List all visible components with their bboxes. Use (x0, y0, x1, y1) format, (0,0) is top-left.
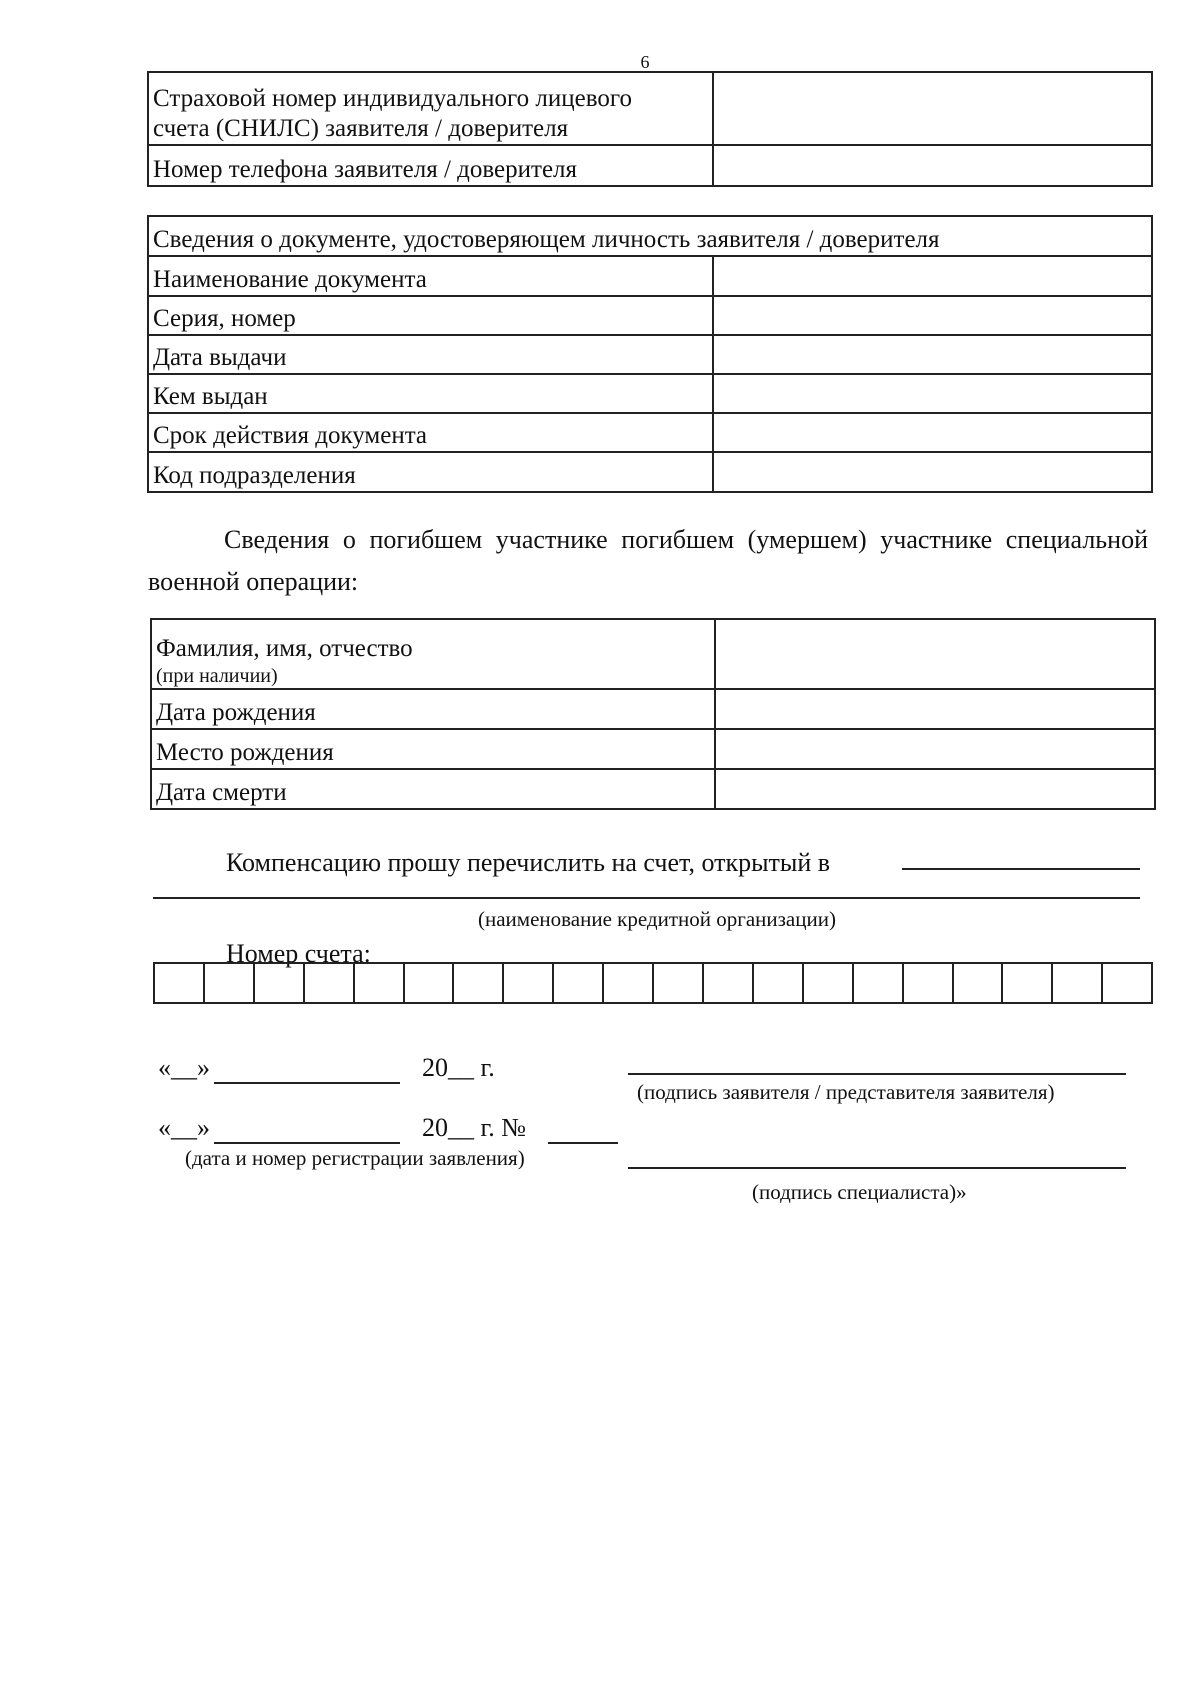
account-number-label: Номер счета: (226, 939, 371, 968)
account-digit-cell[interactable] (1103, 964, 1151, 1002)
applicant-signature-line[interactable] (628, 1073, 1126, 1075)
series-number-field[interactable] (713, 296, 1152, 335)
snils-label-line2: счета (СНИЛС) заявителя / доверителя (153, 115, 569, 142)
account-digit-cell[interactable] (904, 964, 954, 1002)
account-digit-cell[interactable] (704, 964, 754, 1002)
account-digit-cell[interactable] (954, 964, 1004, 1002)
full-name-field[interactable] (715, 619, 1155, 689)
issue-date-field[interactable] (713, 335, 1152, 374)
account-digit-cell[interactable] (504, 964, 554, 1002)
account-digit-cell[interactable] (654, 964, 704, 1002)
division-code-label: Код подразделения (148, 452, 713, 492)
applicant-signature-caption: (подпись заявителя / представителя заявителя) (637, 1080, 1055, 1104)
division-code-field[interactable] (713, 452, 1152, 492)
account-digit-cell[interactable] (255, 964, 305, 1002)
validity-label: Срок действия документа (148, 413, 713, 452)
date1-month-line[interactable] (214, 1082, 400, 1084)
birth-place-field[interactable] (715, 729, 1155, 769)
credit-org-caption: (наименование кредитной организации) (478, 907, 836, 931)
table-row (148, 256, 1152, 296)
issued-by-field[interactable] (713, 374, 1152, 413)
account-digit-cell[interactable] (1053, 964, 1103, 1002)
identity-document-table (147, 215, 1153, 493)
registration-caption: (дата и номер регистрации заявления) (185, 1146, 525, 1170)
account-digit-cell[interactable] (554, 964, 604, 1002)
account-digit-cell[interactable] (205, 964, 255, 1002)
table-row (151, 729, 1155, 769)
validity-field[interactable] (713, 413, 1152, 452)
account-digit-cell[interactable] (754, 964, 804, 1002)
specialist-signature-caption: (подпись специалиста)» (752, 1180, 967, 1204)
phone-label: Номер телефона заявителя / доверителя (148, 145, 713, 186)
document-name-field[interactable] (713, 256, 1152, 296)
full-name-note: (при наличии) (156, 665, 278, 687)
phone-field[interactable] (713, 145, 1152, 186)
table-row (148, 413, 1152, 452)
issue-date-label: Дата выдачи (148, 335, 713, 374)
specialist-signature-line[interactable] (628, 1167, 1126, 1169)
page-number: 6 (640, 52, 650, 72)
table-row (148, 216, 1152, 256)
table-row (148, 452, 1152, 492)
identity-document-header: Сведения о документе, удостоверяющем личность заявителя / доверителя (148, 216, 1152, 256)
compensation-text: Компенсацию прошу перечислить на счет, открытый в (226, 848, 831, 877)
full-name-label-text: Фамилия, имя, отчество (156, 635, 413, 662)
birth-date-field[interactable] (715, 689, 1155, 729)
table-row (148, 374, 1152, 413)
credit-org-line-1[interactable] (902, 868, 1140, 870)
birth-place-label: Место рождения (151, 729, 715, 769)
death-date-label: Дата смерти (151, 769, 715, 809)
deceased-table (150, 618, 1156, 810)
birth-date-label: Дата рождения (151, 689, 715, 729)
table-row (148, 145, 1152, 186)
account-digit-cell[interactable] (854, 964, 904, 1002)
date2-prefix: «__» (158, 1113, 210, 1142)
deceased-intro: Сведения о погибшем участнике погибшем (умершем) участнике специальной военной операции: (148, 525, 1148, 596)
death-date-field[interactable] (715, 769, 1155, 809)
account-digit-cell[interactable] (405, 964, 455, 1002)
date2-year-number: 20__ г. № (422, 1113, 527, 1142)
account-digit-cell[interactable] (804, 964, 854, 1002)
date2-month-line[interactable] (214, 1142, 400, 1144)
table-row (148, 296, 1152, 335)
account-digit-cell[interactable] (1003, 964, 1053, 1002)
account-digit-cell[interactable] (454, 964, 504, 1002)
table-row (151, 689, 1155, 729)
issued-by-label: Кем выдан (148, 374, 713, 413)
account-digit-cell[interactable] (355, 964, 405, 1002)
snils-field[interactable] (713, 72, 1152, 145)
table-row (148, 72, 1152, 145)
account-digit-cell[interactable] (155, 964, 205, 1002)
applicant-table (147, 71, 1153, 187)
table-row (151, 619, 1155, 689)
date1-year: 20__ г. (422, 1053, 495, 1082)
account-digit-cell[interactable] (305, 964, 355, 1002)
account-digit-cell[interactable] (604, 964, 654, 1002)
snils-label (148, 72, 713, 145)
date1-prefix: «__» (158, 1053, 210, 1082)
registration-number-line[interactable] (548, 1142, 618, 1144)
table-row (151, 769, 1155, 809)
series-number-label: Серия, номер (148, 296, 713, 335)
account-number-grid (153, 962, 1153, 1004)
table-row (148, 335, 1152, 374)
credit-org-line-2[interactable] (153, 897, 1140, 899)
snils-label-line1: Страховой номер индивидуального лицевого (153, 85, 633, 112)
document-name-label: Наименование документа (148, 256, 713, 296)
full-name-label (151, 619, 715, 689)
